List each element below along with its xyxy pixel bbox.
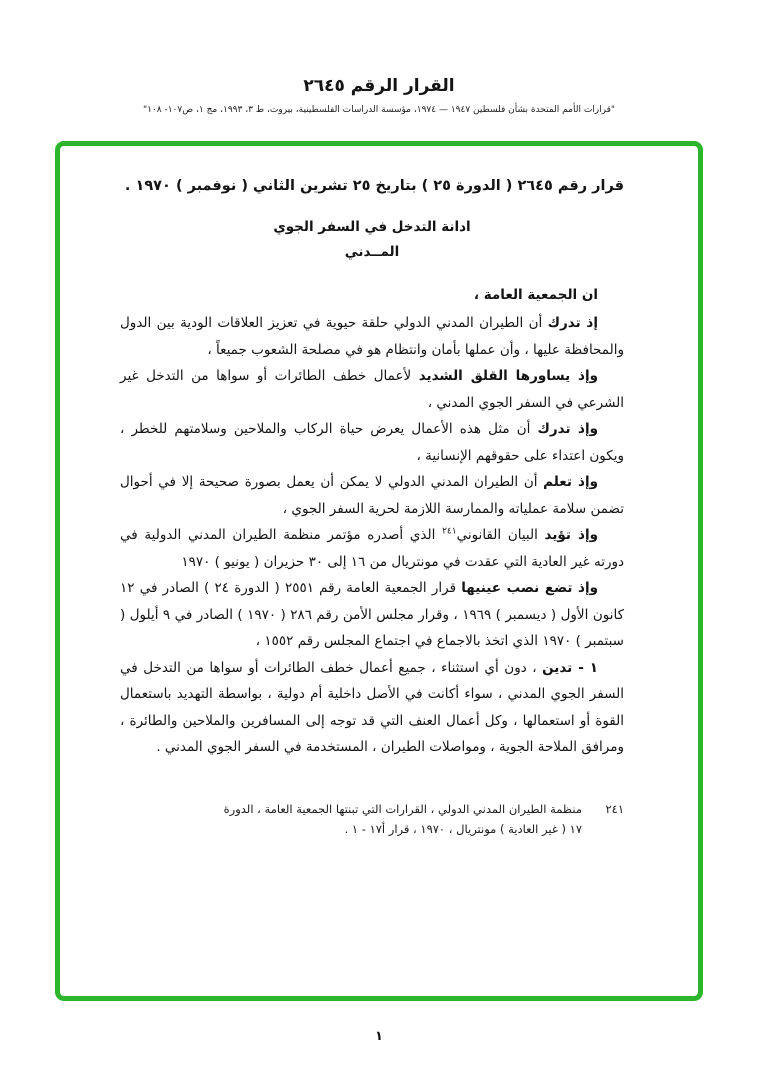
resolution-subtitle-line1: ادانة التدخل في السفر الجوي [273,219,471,235]
resolution-box [55,141,703,1001]
paragraph-lead: وإذ تؤيد [544,527,598,543]
resolution-paragraph: وإذ تضع نصب عينيها قرار الجمعية العامة رقم ٢٥٥١ ( الدورة ٢٤ ) الصادر في ١٢ كانون الأول ( ديسمبر ) ١٩٦٩ ، وقرار مجلس الأمن رقم ٢٨٦ ( ١٩٧٠ ) الصادر في ٩ أيلول ( سبتمبر ) ١٩٧٠ الذي اتخذ بالاجماع في اجتماع المجلس رقم ١٥٥٢ ، [120,580,624,649]
resolution-paragraphs [120,310,624,761]
footnote-line1: منظمة الطيران المدني الدولي ، القرارات التي تبنتها الجمعية العامة ، الدورة [223,801,582,816]
paragraph-lead: ١ - تدين [542,659,598,676]
resolution-paragraph: ١ - تدين ، دون أي استثناء ، جميع أعمال خطف الطائرات أو سواها من التدخل في السفر الجوي المدني ، سواء أكانت في الأصل داخلية أم دولية ، بواسطة التهديد باستعمال القوة أو استعمالها ، وكل أعمال العنف التي قد توجه إلى المسافرين والملاحين والطائرة ، ومرافق الملاحة الجوية ، ومواصلات الطيران ، المستخدمة في السفر الجوي المدني . [120,659,624,755]
resolution-subtitle-line2: المــدني [344,244,400,260]
paragraph-lead: وإذ تعلم [543,474,598,490]
footnote [120,799,624,839]
opening-phrase: ان الجمعية العامة ، [473,287,598,303]
paragraph-lead: وإذ تدرك [537,421,598,437]
source-citation: "قرارات الأمم المتحدة بشأن فلسطين ١٩٤٧ — ١٩٧٤، مؤسسة الدراسات الفلسطينية، بيروت، ط ٣، ١٩٩٣، مج ١، ص١٠٧- ١٠٨" [142,105,616,115]
page-header [0,0,758,115]
paragraph-lead: وإذ تضع نصب عينيها [461,580,598,596]
page-title: القرار الرقم ٢٦٤٥ [303,76,455,96]
resolution-heading: قرار رقم ٢٦٤٥ ( الدورة ٢٥ ) بتاريخ ٢٥ تشرين الثاني ( نوفمبر ) ١٩٧٠ . [124,178,624,194]
resolution-paragraph: وإذ تدرك أن مثل هذه الأعمال يعرض حياة الركاب والملاحين وسلامتهم للخطر ، ويكون اعتداء على حقوقهم الإنسانية ، [120,421,624,464]
paragraph-lead: وإذ يساورها القلق الشديد [418,368,598,384]
resolution-paragraph: وإذ تؤيد البيان القانوني$^{٢٤١}$ الذي أصدره مؤتمر منظمة الطيران المدني الدولية في دورته غير العادية التي عقدت في مونتريال من ١٦ إلى ٣٠ حزيران ( يونيو ) ١٩٧٠ [120,526,624,570]
page-number: ١ [375,1029,383,1044]
paragraph-lead: إذ تدرك [547,315,598,331]
resolution-paragraph: وإذ يساورها القلق الشديد لأعمال خطف الطائرات أو سواها من التدخل غير الشرعي في السفر الجوي المدني ، [120,368,624,411]
footnote-text [120,799,582,839]
resolution-paragraph: وإذ تعلم أن الطيران المدني الدولي لا يمكن أن يعمل بصورة صحيحة إلا في أحوال تضمن سلامة عملياته والممارسة اللازمة لحرية السفر الجوي ، [120,474,624,517]
footnote-marker: ٢٤١ [605,801,624,816]
footnote-reference: ٢٤١ [442,526,457,537]
footnote-line2: ١٧ ( غير العادية ) مونتريال ، ١٩٧٠ ، قرار أ١٧ - ١ . [344,821,582,836]
resolution-paragraph: إذ تدرك أن الطيران المدني الدولي حلقة حيوية في تعزيز العلاقات الودية بين الدول والمحافظة عليها ، وأن عملها بأمان وانتظام هو في مصلحة الشعوب جميعاً ، [120,315,624,358]
